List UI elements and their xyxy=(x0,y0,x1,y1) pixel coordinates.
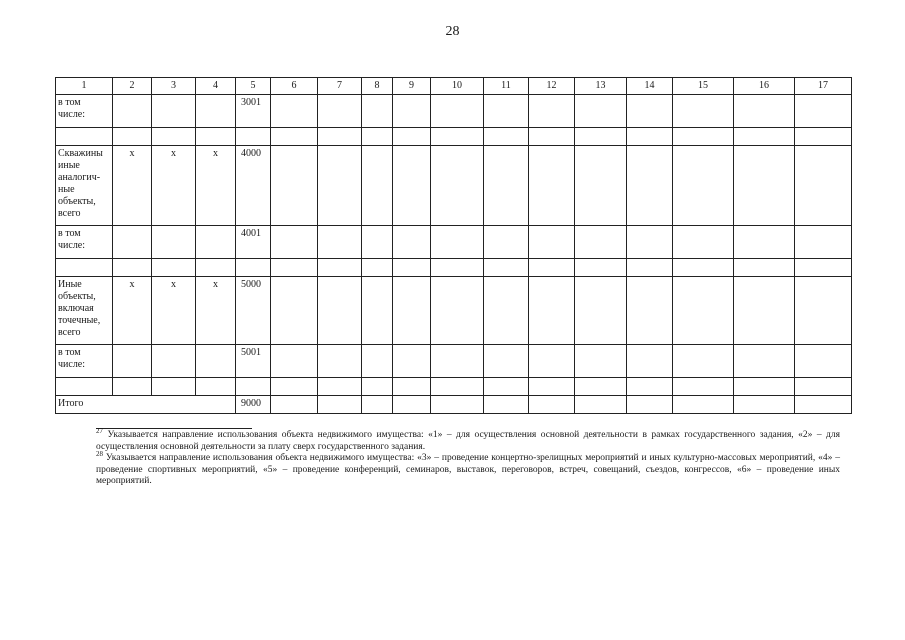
table-cell xyxy=(795,146,852,226)
table-cell xyxy=(362,95,393,128)
table-cell xyxy=(575,128,627,146)
table-cell xyxy=(484,146,529,226)
row-name: Иные объекты, включая точечные, всего xyxy=(56,277,113,345)
table-cell xyxy=(529,277,575,345)
table-cell xyxy=(152,378,196,396)
column-header-1: 1 xyxy=(56,78,113,95)
row-code: 9000 xyxy=(236,396,271,414)
column-header-9: 9 xyxy=(393,78,431,95)
table-cell xyxy=(318,378,362,396)
table-cell xyxy=(318,226,362,259)
row-mark-c2 xyxy=(113,95,152,128)
column-header-6: 6 xyxy=(271,78,318,95)
table-cell xyxy=(484,226,529,259)
column-header-8: 8 xyxy=(362,78,393,95)
table-cell xyxy=(271,378,318,396)
table-cell xyxy=(271,277,318,345)
table-cell xyxy=(529,95,575,128)
table-cell xyxy=(575,378,627,396)
row-mark-c2 xyxy=(113,345,152,378)
column-header-15: 15 xyxy=(673,78,734,95)
table-cell xyxy=(734,226,795,259)
table-row xyxy=(56,146,852,226)
table-cell xyxy=(575,345,627,378)
table-cell xyxy=(575,277,627,345)
table-cell xyxy=(673,128,734,146)
table-cell xyxy=(393,146,431,226)
column-header-10: 10 xyxy=(431,78,484,95)
table-cell xyxy=(431,146,484,226)
table-cell xyxy=(575,226,627,259)
row-mark-c3: x xyxy=(152,277,196,345)
table-cell xyxy=(673,259,734,277)
row-code: 5000 xyxy=(236,277,271,345)
table-cell xyxy=(795,277,852,345)
table-cell xyxy=(393,277,431,345)
table-cell xyxy=(196,128,236,146)
table-cell xyxy=(56,259,113,277)
row-name: в том числе: xyxy=(56,345,113,378)
blank-row xyxy=(56,259,852,277)
row-mark-c3 xyxy=(152,95,196,128)
column-header-13: 13 xyxy=(575,78,627,95)
table-cell xyxy=(362,226,393,259)
table-cell xyxy=(673,277,734,345)
table-cell xyxy=(795,226,852,259)
table-cell xyxy=(318,146,362,226)
table-cell xyxy=(362,378,393,396)
table-row xyxy=(56,226,852,259)
table-cell xyxy=(362,396,393,414)
footnote-28: $^{28}$ Указывается направление использования объекта недвижимого имущества: «3» – проведение концертно-зрелищных мероприятий и иных культурно-массовых мероприятий, «4» – проведение спортивных мероприятий, «5» – проведение конференций, семинаров, выставок, переговоров, встреч, совещаний, съездов, конгрессов, «6» – проведение иных мероприятий. xyxy=(96,449,841,486)
table-cell xyxy=(529,378,575,396)
table-cell xyxy=(271,396,318,414)
table-cell xyxy=(362,146,393,226)
table-cell xyxy=(393,396,431,414)
footnotes xyxy=(96,426,841,488)
table-cell xyxy=(113,128,152,146)
table-cell xyxy=(673,378,734,396)
table-cell xyxy=(431,378,484,396)
row-mark-c2 xyxy=(113,226,152,259)
table-cell xyxy=(529,128,575,146)
table-cell xyxy=(734,277,795,345)
table-cell xyxy=(529,146,575,226)
table-cell xyxy=(734,128,795,146)
row-mark-c3 xyxy=(152,345,196,378)
table-cell xyxy=(318,396,362,414)
table-cell xyxy=(627,277,673,345)
table-cell xyxy=(484,259,529,277)
row-mark-c2: x xyxy=(113,146,152,226)
table-row xyxy=(56,95,852,128)
table-row xyxy=(56,277,852,345)
table-cell xyxy=(484,396,529,414)
table-cell xyxy=(795,378,852,396)
table-cell xyxy=(196,259,236,277)
table-cell xyxy=(431,128,484,146)
table-cell xyxy=(627,128,673,146)
table-cell xyxy=(236,378,271,396)
table-cell xyxy=(236,128,271,146)
table-cell xyxy=(113,378,152,396)
blank-row xyxy=(56,378,852,396)
table-cell xyxy=(56,128,113,146)
table-cell xyxy=(575,259,627,277)
row-code: 4001 xyxy=(236,226,271,259)
table-cell xyxy=(393,345,431,378)
table-cell xyxy=(152,259,196,277)
table-header-row xyxy=(56,78,852,95)
table-cell xyxy=(627,396,673,414)
table-cell xyxy=(627,226,673,259)
table-cell xyxy=(393,226,431,259)
column-header-12: 12 xyxy=(529,78,575,95)
table-cell xyxy=(795,95,852,128)
table-cell xyxy=(152,128,196,146)
table-cell xyxy=(56,378,113,396)
table-cell xyxy=(734,345,795,378)
row-code: 5001 xyxy=(236,345,271,378)
table-cell xyxy=(431,277,484,345)
table-cell xyxy=(484,95,529,128)
table-cell xyxy=(393,128,431,146)
table-cell xyxy=(393,95,431,128)
table-cell xyxy=(271,128,318,146)
footnote-27: $^{27}$ Указывается направление использования объекта недвижимого имущества: «1» – для осуществления основной деятельности в рамках государственного задания, «2» – для осуществления основной деятельности за плату сверх государственного задания. xyxy=(96,426,840,452)
table-cell xyxy=(673,396,734,414)
table-cell xyxy=(196,378,236,396)
table-cell xyxy=(362,259,393,277)
table-cell xyxy=(362,345,393,378)
table-cell xyxy=(673,95,734,128)
table-cell xyxy=(318,345,362,378)
table-cell xyxy=(575,396,627,414)
table-cell xyxy=(795,259,852,277)
table-cell xyxy=(271,226,318,259)
column-header-14: 14 xyxy=(627,78,673,95)
table-cell xyxy=(113,259,152,277)
table-cell xyxy=(734,396,795,414)
row-mark-c4: x xyxy=(196,146,236,226)
table-cell xyxy=(484,378,529,396)
table-cell xyxy=(627,259,673,277)
row-mark-c3: x xyxy=(152,146,196,226)
table-cell xyxy=(431,345,484,378)
table-cell xyxy=(795,128,852,146)
table-cell xyxy=(734,146,795,226)
table-cell xyxy=(734,259,795,277)
table-cell xyxy=(627,378,673,396)
row-mark-c4 xyxy=(196,226,236,259)
total-row xyxy=(56,396,852,414)
row-mark-c4 xyxy=(196,345,236,378)
row-mark-c2: x xyxy=(113,277,152,345)
row-mark-c4: x xyxy=(196,277,236,345)
table-cell xyxy=(795,396,852,414)
table-cell xyxy=(271,345,318,378)
blank-row xyxy=(56,128,852,146)
column-header-5: 5 xyxy=(236,78,271,95)
table-cell xyxy=(318,259,362,277)
table-cell xyxy=(627,345,673,378)
table-cell xyxy=(236,259,271,277)
table-cell xyxy=(271,146,318,226)
table-cell xyxy=(431,396,484,414)
table-cell xyxy=(575,146,627,226)
row-name: Итого xyxy=(56,396,236,414)
table-cell xyxy=(318,277,362,345)
table-cell xyxy=(362,277,393,345)
table-cell xyxy=(529,396,575,414)
table-cell xyxy=(362,128,393,146)
table-cell xyxy=(575,95,627,128)
report-table xyxy=(55,77,852,414)
table-cell xyxy=(673,146,734,226)
table-cell xyxy=(431,95,484,128)
table-cell xyxy=(673,345,734,378)
row-name: Скважины иные аналогич-ные объекты, всего xyxy=(56,146,113,226)
table-cell xyxy=(431,259,484,277)
column-header-17: 17 xyxy=(795,78,852,95)
table-cell xyxy=(795,345,852,378)
table-cell xyxy=(484,277,529,345)
table-cell xyxy=(529,259,575,277)
row-code: 4000 xyxy=(236,146,271,226)
row-name: в том числе: xyxy=(56,226,113,259)
column-header-3: 3 xyxy=(152,78,196,95)
table-cell xyxy=(734,95,795,128)
table-cell xyxy=(529,226,575,259)
table-cell xyxy=(627,95,673,128)
footnote-separator xyxy=(96,428,252,429)
table-cell xyxy=(734,378,795,396)
column-header-11: 11 xyxy=(484,78,529,95)
table-cell xyxy=(627,146,673,226)
table-cell xyxy=(318,95,362,128)
row-mark-c3 xyxy=(152,226,196,259)
table-cell xyxy=(529,345,575,378)
row-code: 3001 xyxy=(236,95,271,128)
page-number: 28 xyxy=(445,24,460,39)
column-header-2: 2 xyxy=(113,78,152,95)
table-cell xyxy=(271,259,318,277)
column-header-4: 4 xyxy=(196,78,236,95)
row-mark-c4 xyxy=(196,95,236,128)
table-cell xyxy=(271,95,318,128)
table-cell xyxy=(673,226,734,259)
table-cell xyxy=(431,226,484,259)
column-header-16: 16 xyxy=(734,78,795,95)
table-row xyxy=(56,345,852,378)
row-name: в том числе: xyxy=(56,95,113,128)
table-cell xyxy=(393,378,431,396)
table-cell xyxy=(484,345,529,378)
column-header-7: 7 xyxy=(318,78,362,95)
table-cell xyxy=(318,128,362,146)
table-cell xyxy=(393,259,431,277)
table-cell xyxy=(484,128,529,146)
